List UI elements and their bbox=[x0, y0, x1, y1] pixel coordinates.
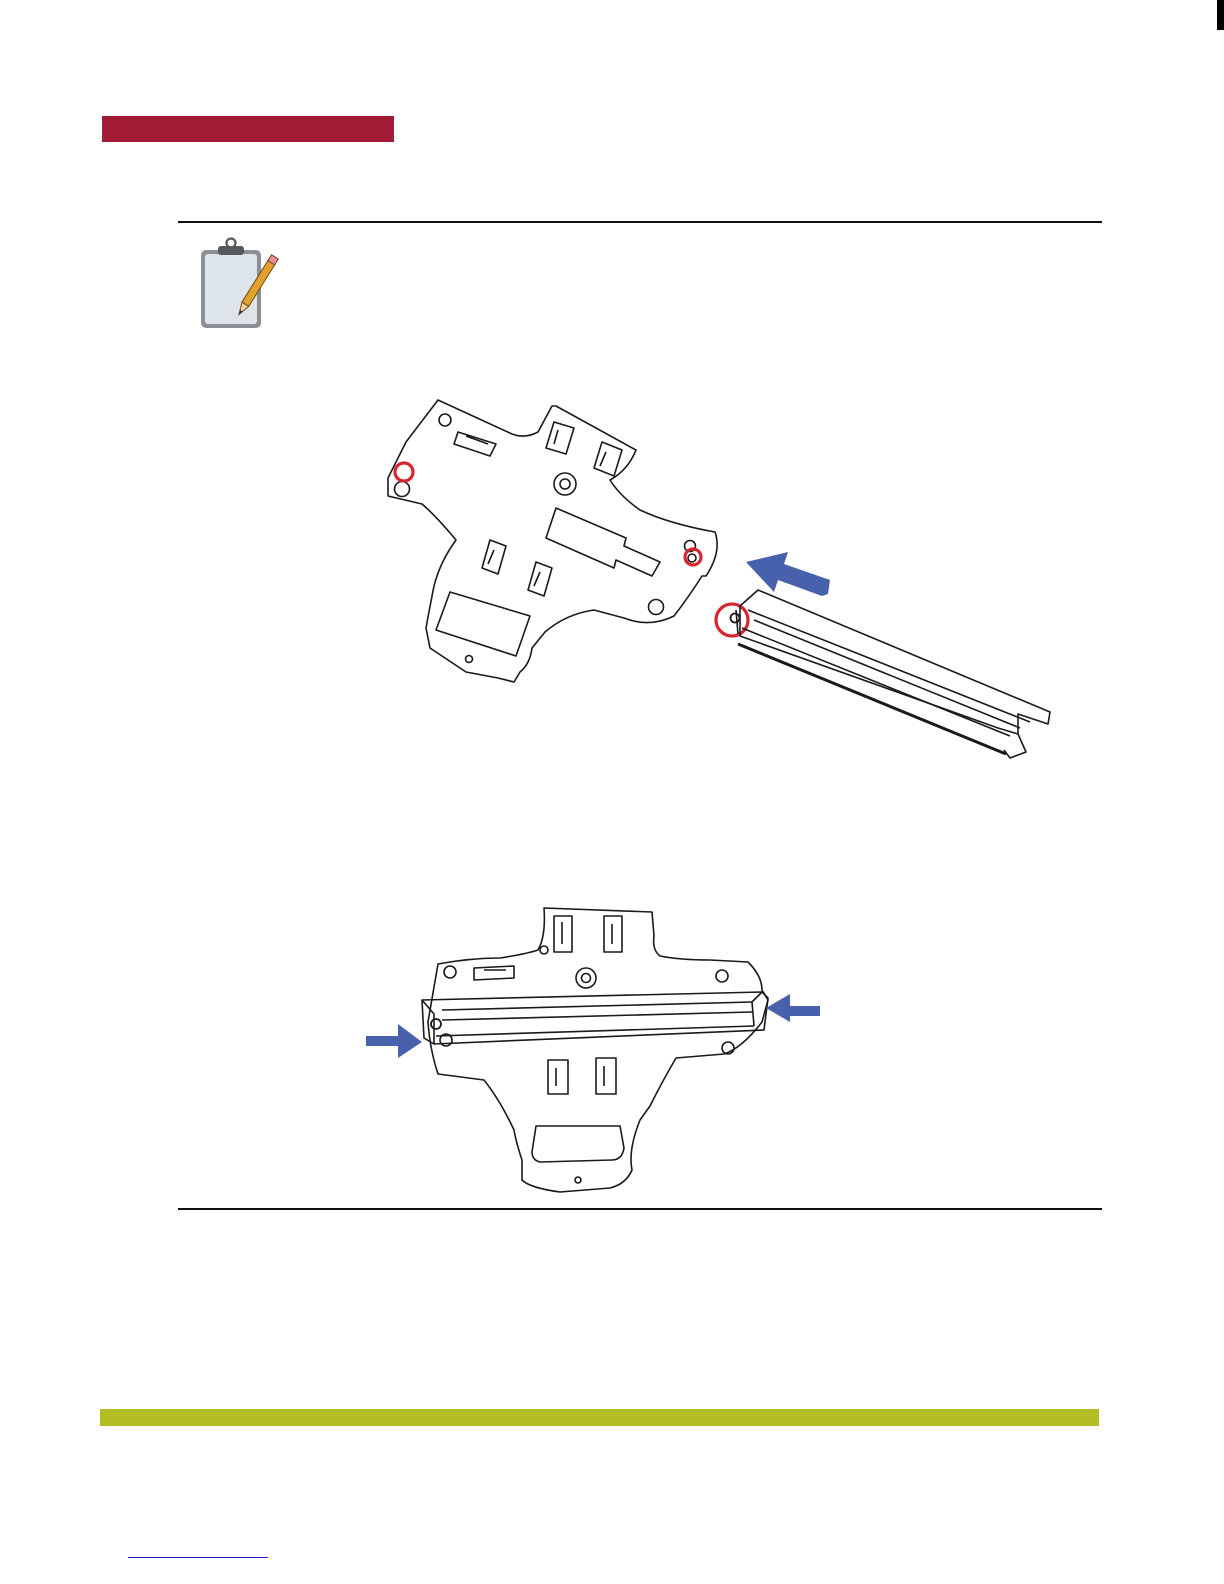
rail-body bbox=[740, 590, 1050, 734]
footer-link-underline[interactable] bbox=[128, 1557, 268, 1558]
push-arrow-right bbox=[766, 994, 820, 1022]
bracket-window bbox=[436, 592, 530, 656]
bracket-hole bbox=[649, 600, 664, 615]
clipboard-pencil-icon bbox=[188, 236, 280, 332]
bracket-cutout bbox=[546, 508, 660, 576]
bracket-slot bbox=[594, 442, 622, 476]
bracket-plate bbox=[428, 908, 768, 1192]
bracket-hole bbox=[466, 656, 473, 663]
bracket-slot bbox=[546, 422, 574, 454]
rail-body bbox=[422, 992, 768, 1044]
bracket-slot bbox=[528, 562, 552, 596]
figure-rail-approaching-bracket bbox=[370, 392, 1070, 772]
highlight-circle bbox=[395, 463, 413, 481]
rail-end-screw bbox=[731, 614, 740, 623]
figure-rail-installed-on-bracket bbox=[350, 898, 840, 1198]
bracket-slot bbox=[454, 432, 496, 456]
bracket-hole bbox=[688, 554, 696, 562]
bracket-window bbox=[532, 1126, 624, 1162]
bracket-hole bbox=[395, 482, 410, 497]
note-top-rule bbox=[178, 221, 1102, 223]
bracket-slot bbox=[482, 540, 506, 574]
rail-end-screw bbox=[431, 1019, 441, 1029]
push-arrow-left bbox=[366, 1024, 422, 1058]
section-header-bar bbox=[102, 116, 394, 142]
bracket-boss bbox=[554, 473, 576, 495]
note-bottom-rule bbox=[178, 1208, 1102, 1210]
page-edge-mark bbox=[1217, 0, 1224, 30]
bracket-hole bbox=[439, 414, 451, 426]
bracket-boss-center bbox=[560, 479, 570, 489]
footer-bar bbox=[100, 1409, 1099, 1426]
